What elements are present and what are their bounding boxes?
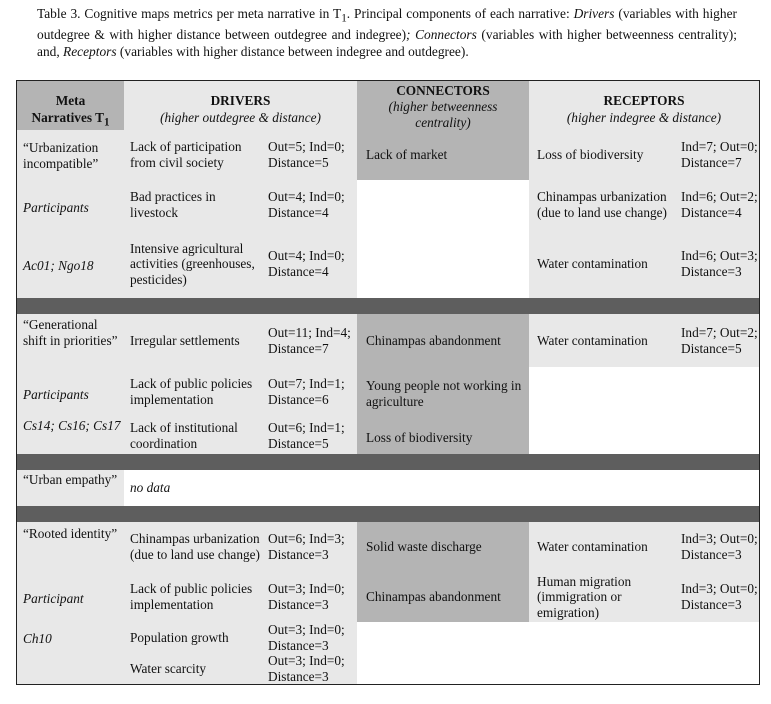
group1-name: “Urbanization incompatible”	[23, 140, 99, 171]
metrics-table	[16, 80, 760, 685]
table-cell	[357, 421, 529, 454]
receptor-variable: Chinampas urbanization (due to land use change)	[537, 189, 667, 220]
group4-meta-cell	[17, 522, 124, 684]
table-cell	[529, 572, 677, 622]
driver-metrics: Out=4; Ind=0; Distance=4	[268, 248, 345, 279]
receptor-metrics: Ind=6; Out=2; Distance=4	[681, 189, 758, 220]
table-cell	[529, 180, 677, 230]
group4-name: “Rooted identity”	[23, 526, 118, 541]
table-cell	[124, 572, 264, 622]
table-cell	[124, 622, 264, 653]
group2-participant-ids: Cs14; Cs16; Cs17	[23, 418, 121, 433]
caption-drivers-term: Drivers	[573, 6, 615, 21]
connector-variable: Chinampas abandonment	[366, 589, 501, 605]
table-cell	[677, 522, 759, 572]
driver-variable: Lack of participation from civil society	[130, 139, 242, 170]
driver-metrics: Out=3; Ind=0; Distance=3	[268, 652, 345, 684]
driver-variable: Intensive agricultural activities (greenhouses, pesticides)	[130, 240, 255, 287]
header-meta-line2-text: Narratives T	[31, 110, 104, 125]
table-cell	[124, 653, 264, 684]
caption-connectors-term: Connectors	[415, 27, 477, 43]
driver-variable: Lack of public policies implementation	[130, 376, 253, 407]
driver-variable: Water scarcity	[130, 660, 207, 676]
caption-separator-2: ; and,	[37, 27, 737, 59]
table-cell	[264, 130, 357, 180]
receptor-metrics: Ind=3; Out=0; Distance=3	[681, 531, 758, 562]
header-meta-narratives	[17, 81, 124, 130]
receptor-metrics: Ind=7; Out=0; Distance=7	[681, 139, 758, 170]
group-separator	[17, 454, 759, 470]
driver-variable: Lack of public policies implementation	[130, 581, 253, 612]
caption-lead-rest: . Principal components of each narrative:	[346, 6, 574, 21]
caption-receptors-term: Receptors	[63, 43, 117, 59]
table-cell	[677, 572, 759, 622]
driver-variable: Irregular settlements	[130, 332, 240, 348]
driver-metrics: Out=7; Ind=1; Distance=6	[268, 376, 345, 407]
table-cell	[264, 367, 357, 417]
receptor-metrics: Ind=6; Out=3; Distance=3	[681, 248, 758, 279]
connector-variable: Lack of market	[366, 147, 448, 163]
header-drivers	[124, 81, 357, 130]
table-caption	[37, 6, 737, 60]
table-cell	[264, 522, 357, 572]
receptor-variable: Water contamination	[537, 332, 648, 348]
receptor-variable: Water contamination	[537, 539, 648, 555]
table-cell	[264, 180, 357, 230]
caption-drivers-def: (variables with higher outdegree & with higher distance between outdegree and indegree)	[37, 6, 737, 43]
table-cell	[529, 314, 677, 367]
group-separator	[17, 298, 759, 314]
table-cell	[124, 417, 264, 454]
table-cell	[357, 130, 529, 180]
driver-metrics: Out=6; Ind=1; Distance=5	[268, 419, 345, 451]
table-cell	[357, 367, 529, 421]
header-drivers-title: DRIVERS	[210, 93, 271, 108]
connector-variable: Chinampas abandonment	[366, 332, 501, 348]
caption-connectors-def: (variables with higher betweenness centrality)	[476, 27, 734, 43]
caption-lead: Table 3. Cognitive maps metrics per meta narrative in T	[37, 6, 342, 21]
header-meta-subscript: 1	[103, 116, 110, 129]
header-receptors-title: RECEPTORS	[603, 93, 685, 108]
table-cell	[677, 314, 759, 367]
header-connectors-subtitle: (higher betweenness centrality)	[388, 99, 498, 130]
group1-meta-cell	[17, 130, 124, 298]
driver-variable: Chinampas urbanization (due to land use change)	[130, 531, 260, 562]
table-cell	[264, 314, 357, 367]
table-cell	[264, 622, 357, 653]
caption-separator-1: ;	[406, 27, 416, 43]
table-cell	[124, 367, 264, 417]
group4-participant-ids: Ch10	[23, 631, 52, 646]
connector-variable: Solid waste discharge	[366, 539, 482, 555]
table-cell	[124, 180, 264, 230]
table-cell	[677, 130, 759, 180]
table-cell	[264, 653, 357, 684]
table-cell	[677, 180, 759, 230]
receptor-metrics: Ind=7; Out=2; Distance=5	[681, 324, 758, 356]
driver-variable: Population growth	[130, 629, 229, 645]
table-cell	[529, 130, 677, 180]
group3-name: “Urban empathy”	[23, 472, 118, 487]
driver-variable: Lack of institutional coordination	[130, 419, 238, 451]
group-separator	[17, 506, 759, 522]
table-cell	[124, 522, 264, 572]
table-cell	[124, 470, 759, 506]
driver-metrics: Out=6; Ind=3; Distance=3	[268, 531, 345, 562]
header-connectors-title: CONNECTORS	[396, 83, 490, 98]
no-data-text: no data	[130, 480, 171, 496]
table-cell	[124, 230, 264, 298]
table-cell	[264, 572, 357, 622]
receptor-variable: Human migration (immigration or emigration)	[537, 573, 632, 620]
group4-participants-label: Participant	[23, 591, 84, 606]
header-meta-line2	[17, 109, 124, 132]
group3-meta-cell	[17, 470, 124, 506]
receptor-variable: Water contamination	[537, 256, 648, 272]
connector-variable: Young people not working in agriculture	[366, 378, 522, 409]
header-connectors	[357, 81, 529, 130]
driver-metrics: Out=11; Ind=4; Distance=7	[268, 324, 351, 356]
driver-metrics: Out=4; Ind=0; Distance=4	[268, 189, 345, 220]
header-meta-line1: Meta	[55, 93, 86, 108]
header-drivers-subtitle: (higher outdegree & distance)	[160, 110, 321, 125]
table-cell	[677, 230, 759, 298]
table-cell	[264, 417, 357, 454]
table-cell	[357, 522, 529, 572]
driver-metrics: Out=3; Ind=0; Distance=3	[268, 581, 345, 612]
caption-receptors-def: (variables with higher distance between indegree and outdegree).	[116, 43, 469, 59]
caption-subscript: 1	[341, 12, 347, 25]
table-cell	[529, 522, 677, 572]
driver-metrics: Out=5; Ind=0; Distance=5	[268, 139, 345, 170]
table-cell	[264, 230, 357, 298]
receptor-metrics: Ind=3; Out=0; Distance=3	[681, 581, 758, 612]
table-cell	[529, 230, 677, 298]
table-cell	[124, 130, 264, 180]
header-receptors-subtitle: (higher indegree & distance)	[566, 110, 722, 125]
group2-name: “Generational shift in priorities”	[23, 317, 118, 348]
header-receptors	[529, 81, 759, 130]
connector-variable: Loss of biodiversity	[366, 429, 473, 445]
group1-participants-label: Participants	[23, 200, 89, 215]
receptor-variable: Loss of biodiversity	[537, 147, 644, 163]
table-cell	[357, 314, 529, 367]
group2-participants-label: Participants	[23, 387, 89, 402]
driver-metrics: Out=3; Ind=0; Distance=3	[268, 621, 345, 653]
driver-variable: Bad practices in livestock	[130, 189, 216, 220]
group1-participant-ids: Ac01; Ngo18	[23, 258, 94, 273]
table-cell	[357, 572, 529, 622]
group2-meta-cell	[17, 314, 124, 454]
table-cell	[124, 314, 264, 367]
